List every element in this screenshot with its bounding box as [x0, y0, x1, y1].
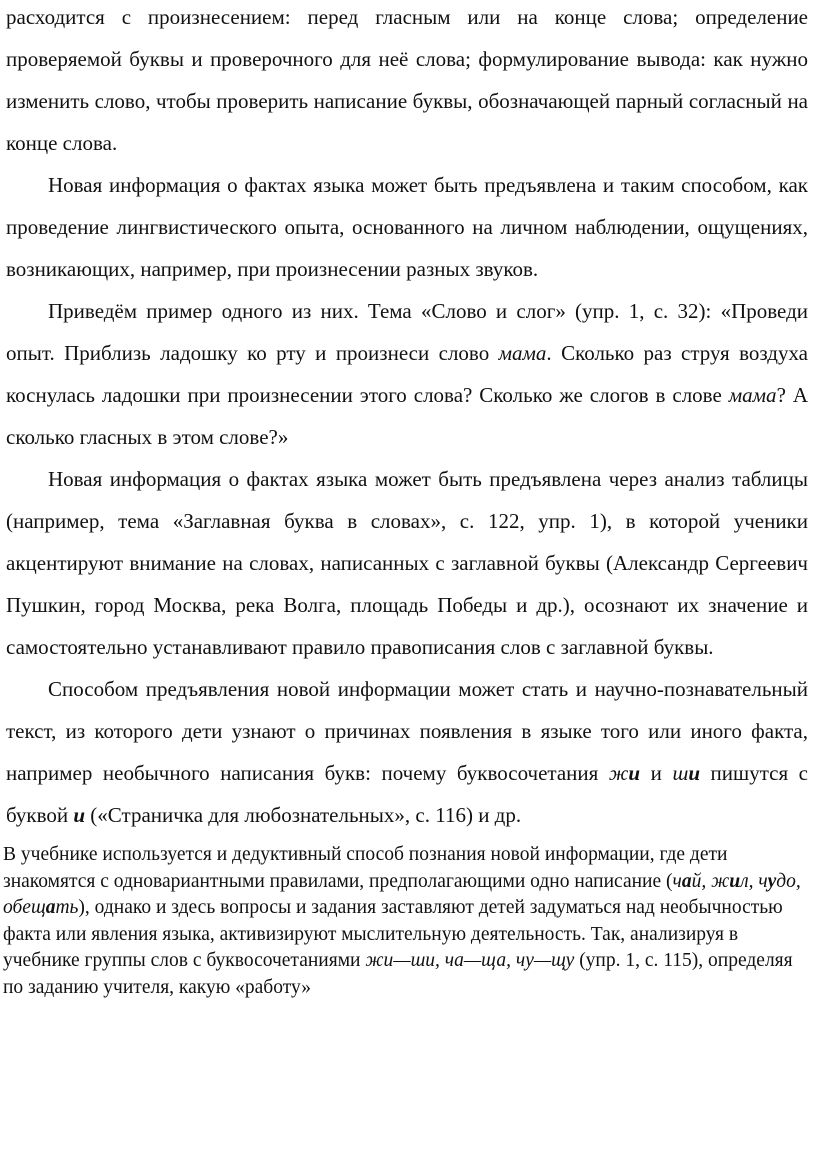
text-run: пишутся с буквой — [6, 761, 808, 827]
bold-italic-letter: у — [767, 870, 777, 892]
italic-text: л, ч — [740, 870, 768, 892]
italic-text: ш — [672, 761, 689, 785]
italic-text: до, обещ — [3, 870, 801, 918]
text-run: . Сколько раз струя воздуха коснулась ладошки при произнесении этого слова? Сколько же слогов в слове — [6, 341, 808, 407]
text-run: Новая информация о фактах языка может быть предъявлена через анализ таблицы (например, тема «Заглавная буква в словах», с. 122, упр. 1), в которой ученики акцентируют внимание на словах, написанных с заглавной буквы (Александр Сергеевич Пушкин, город Москва, река Волга, площадь Победы и др.), осознают их значение и самостоятельно устанавливают правило правописания слов с заглавной буквы. — [6, 467, 808, 659]
italic-text: ж — [608, 761, 629, 785]
text-run: расходится с произнесением: перед гласным или на конце слова; определение проверяемой буквы и проверочного для неё слова; формулирование вывода: как нужно изменить слово, чтобы проверить написание буквы, обозначающей парный согласный на конце слова. — [6, 5, 808, 155]
text-run: (упр. 1, с. 115), определяя по заданию учителя, какую «работу» — [3, 950, 793, 998]
text-run: и — [640, 761, 673, 785]
text-run: Способом предъявления новой информации может стать и научно-познавательный текст, из которого дети узнают о причинах появления в языке того или иного факта, например необычного написания букв: почему буквосочетания — [6, 677, 808, 785]
paragraph-table-analysis — [0, 458, 816, 668]
italic-text: ть — [55, 897, 79, 918]
italic-text: мама — [728, 383, 777, 407]
text-run: Приведём пример одного из них. Тема «Слово и слог» (упр. 1, с. 32): «Проведи опыт. Приблизь ладошку ко рту и произнеси слово — [6, 299, 808, 365]
text-run: ), однако и здесь вопросы и задания заставляют детей задуматься над необычностью факта или явления языка, активизируют мыслительную деятельность. Так, анализируя в учебнике группы слов с буквосочетаниями — [3, 897, 783, 971]
paragraph-continuation — [0, 0, 816, 164]
text-run: ? А сколько гласных в этом слове?» — [6, 383, 808, 449]
bold-italic-letter: и — [73, 803, 86, 827]
text-run: Новая информация о фактах языка может быть предъявлена и таким способом, как проведение лингвистического опыта, основанного на личном наблюдении, ощущениях, возникающих, например, при произнесении разных звуков. — [6, 173, 808, 281]
italic-text: жи—ши, ча—ща, чу—щу — [365, 950, 575, 971]
text-run: В учебнике используется и дедуктивный способ познания новой информации, где дети знакомятся с одновариантными правилами, предполагающими одно написание ( — [3, 844, 728, 892]
italic-text: мама — [498, 341, 547, 365]
bold-italic-letter: и — [628, 761, 641, 785]
paragraph-experiment-example — [0, 290, 816, 458]
text-run: («Страничка для любознательных», с. 116) и др. — [85, 803, 522, 827]
paragraph-linguistic-experiment — [0, 164, 816, 290]
italic-text: й, ж — [691, 870, 730, 892]
bold-italic-letter: а — [45, 897, 56, 918]
bold-italic-letter: и — [688, 761, 700, 785]
italic-text: ч — [672, 870, 682, 892]
bold-italic-letter: а — [681, 870, 692, 892]
paragraph-deductive-method — [0, 842, 816, 1001]
paragraph-scientific-text — [0, 668, 816, 836]
bold-italic-letter: и — [729, 870, 741, 892]
